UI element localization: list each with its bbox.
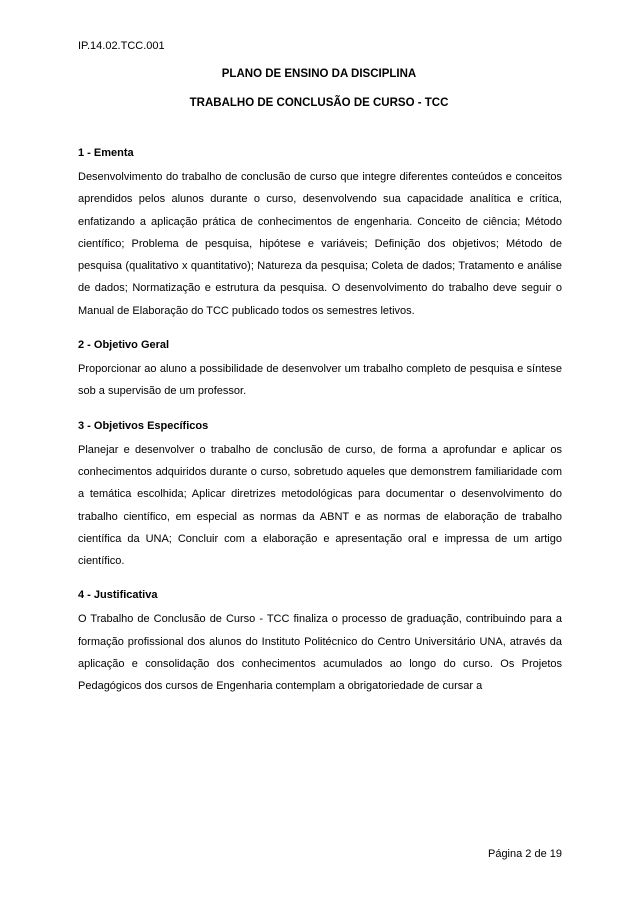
section-objetivo-geral: [78, 334, 562, 403]
section-ementa: [78, 142, 562, 322]
section-heading: 4 - Justificativa: [78, 589, 158, 602]
page-number: Página 2 de 19: [487, 848, 562, 860]
document-body: [78, 142, 562, 710]
section-paragraph: Planejar e desenvolver o trabalho de conclusão de curso, de forma a aprofundar e aplicar os conhecimentos adquiridos durante o curso, sobretudo aqueles que demonstrem familiaridade com a temática escolhida; Aplicar diretrizes metodológicas para documentar o desenvolvimento do trabalho científico, em especial as normas da ABNT e as normas de elaboração de trabalho científica da UNA; Concluir com a elaboração e apresentação oral e impressa de um artigo científico.: [78, 443, 562, 568]
section-heading: 1 - Ementa: [78, 147, 134, 159]
section-paragraph: O Trabalho de Conclusão de Curso - TCC finaliza o processo de graduação, contribuindo para a formação profissional dos alunos do Instituto Politécnico do Centro Universitário UNA, através da aplicação e consolidação dos conhecimentos acumulados ao longo do curso. Os Projetos Pedagógicos dos cursos de Engenharia contemplam a obrigatoriedade de cursar a: [78, 613, 562, 693]
section-justificativa: [78, 584, 562, 697]
document-subtitle: TRABALHO DE CONCLUSÃO DE CURSO - TCC: [189, 97, 449, 109]
section-paragraph: Proporcionar ao aluno a possibilidade de desenvolver um trabalho completo de pesquisa e síntese sob a supervisão de um professor.: [78, 363, 562, 398]
section-objetivos-especificos: [78, 415, 562, 573]
section-heading: 2 - Objetivo Geral: [78, 339, 170, 352]
document-title: PLANO DE ENSINO DA DISCIPLINA: [221, 68, 417, 80]
document-code: IP.14.02.TCC.001: [78, 40, 165, 52]
section-heading: 3 - Objetivos Específicos: [78, 419, 209, 432]
section-paragraph: Desenvolvimento do trabalho de conclusão de curso que integre diferentes conteúdos e conceitos aprendidos pelos alunos durante o curso, desenvolvendo sua capacidade analítica e crítica, enfatizando a aplicação prática de conhecimentos de engenharia. Conceito de ciência; Método científico; Problema de pesquisa, hipótese e variáveis; Definição dos objetivos; Método de pesquisa (qualitativo x quantitativo); Natureza da pesquisa; Coleta de dados; Tratamento e análise de dados; Normatização e estrutura da pesquisa. O desenvolvimento do trabalho deve seguir o Manual de Elaboração do TCC publicado todos os semestres letivos.: [78, 171, 562, 317]
